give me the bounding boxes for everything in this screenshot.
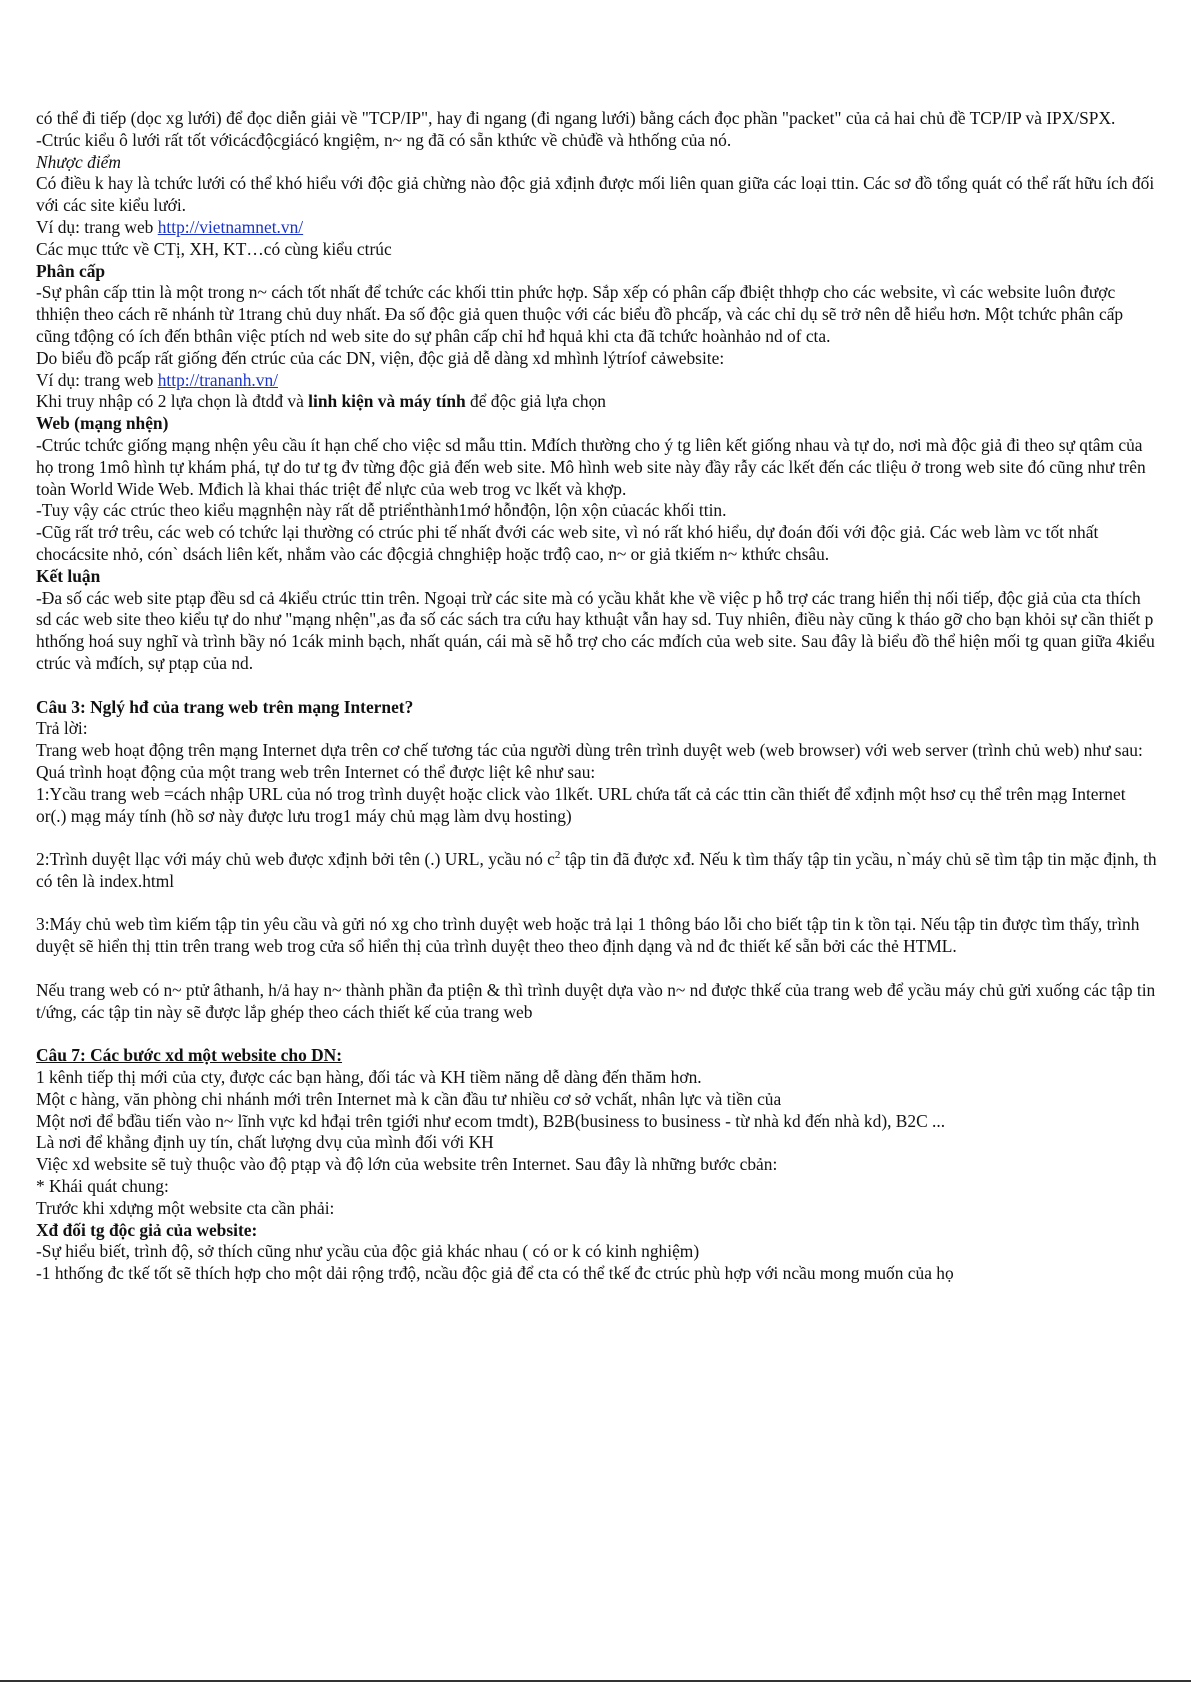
- text-run: 2:Trình duyệt llạc với máy chủ web được xđịnh bởi tên (.) URL, ycầu nó c: [36, 849, 555, 870]
- text-run: để độc giả lựa chọn: [465, 391, 606, 412]
- bold-run: linh kiện và máy tính: [308, 391, 466, 412]
- heading-xd-doi-tg: Xđ đối tg độc giả của website:: [36, 1219, 258, 1240]
- heading-cau-3: Câu 3: Nglý hđ của trang web trên mạng Internet?: [36, 696, 414, 717]
- paragraph: -Sự phân cấp ttin là một trong n~ cách tốt nhất để tchức các khối ttin phức hợp. Sắp xếp có phân cấp đbiệt thhợp cho các website, vì các website luôn được thhiện theo cách rẽ nhánh từ 1trang chủ duy nhất. Đa số độc giả quen thuộc với các biểu đồ phcấp, và các chỉ dụ sẽ trở nên dễ hiểu hơn. Một tchức phân cấp cũng tđộng có ích đến bthân việc ptích nd web site do sự phân cấp chỉ hđ hquả khi cta đã tchức hoànhảo nd of cta.: [36, 282, 1124, 346]
- example-line: [36, 370, 1158, 392]
- paragraph: -1 hthống đc tkế tốt sẽ thích hợp cho một dải rộng trđộ, ncầu độc giả để cta có thể tkế đc ctrúc phù hợp với ncầu mong muốn của họ: [36, 1263, 954, 1284]
- paragraph: Một nơi để bđầu tiến vào n~ lĩnh vực kd hđại trên tgiới như ecom tmdt), B2B(business to business - từ nhà kd đến nhà kd), B2C ...: [36, 1110, 946, 1131]
- paragraph: 3:Máy chủ web tìm kiếm tập tin yêu cầu và gửi nó xg cho trình duyệt web hoặc trả lại 1 thông báo lỗi cho biết tập tin k tồn tại. Nếu tập tin được tìm thấy, trình duyệt sẽ hiển thị ttin trên trang web trog cửa sổ hiển thị của trình duyệt theo theo định dạng và nd đc thiết kế sẵn bởi các thẻ HTML.: [36, 914, 1140, 957]
- paragraph: -Đa số các web site ptạp đều sd cả 4kiểu ctrúc ttin trên. Ngoại trừ các site mà có ycầu khắt khe về việc p hỗ trợ các trang hiển thị nối tiếp, độc giả của cta thích sd các web site theo kiểu tự do như "mạng nhện",as đa số các sách tra cứu hay kthuật vẫn hay sd. Tuy nhiên, điều này cũng k tháo gỡ cho bạn khỏi sự cần thiết p hthống hoá suy nghĩ và trình bầy nó 1cák minh bạch, nhất quán, cái mà sẽ hỗ trợ cho các mđích của web site. Sau đây là biểu đồ thể hiện mối tg quan giữa 4kiểu ctrúc và mđích, sự ptạp của nd.: [36, 587, 1155, 673]
- paragraph: -Ctrúc kiểu ô lưới rất tốt vớicácđộcgiácó kngiệm, n~ ng đã có sẵn kthức về chủđề và hthống của nó.: [36, 129, 732, 150]
- superscript: 2: [554, 849, 561, 862]
- paragraph: Trả lời:: [36, 718, 88, 739]
- document-page: [36, 108, 1158, 1285]
- paragraph: có thể đi tiếp (dọc xg lưới) để đọc diễn giải về "TCP/IP", hay đi ngang (đi ngang lưới) bằng cách đọc phần "packet" của cả hai chủ đề TCP/IP và IPX/SPX.: [36, 108, 1116, 128]
- heading-web: Web (mạng nhện): [36, 413, 169, 434]
- heading-phan-cap: Phân cấp: [36, 260, 106, 281]
- vietnamnet-link[interactable]: http://vietnamnet.vn/: [157, 216, 304, 237]
- paragraph: Một c hàng, văn phòng chi nhánh mới trên Internet mà k cần đầu tư nhiều cơ sở vchất, nhân lực và tiền của: [36, 1088, 782, 1109]
- text-run: tập tin đã được xđ. Nếu k tìm thấy tập tin ycầu, n`máy chủ sẽ tìm tập tin mặc định, th có tên là index.html: [36, 849, 1157, 891]
- text-run: Khi truy nhập có 2 lựa chọn là đtdđ và: [36, 391, 309, 412]
- paragraph: -Tuy vậy các ctrúc theo kiểu mạgnhện này rất dễ ptriểnthành1mớ hỗnđộn, lộn xộn củacác khối ttin.: [36, 500, 727, 521]
- paragraph: -Cũg rất trớ trêu, các web có tchức lại thường có ctrúc phi tế nhất đvới các web site, vì nó rất khó hiểu, dự đoán đối với độc giả. Các web làm vc tốt nhất chocácsite nhỏ, cón` dsách liên kết, nhắm vào các độcgiả chnghiệp hoặc trđộ cao, n~ or giả tkiếm n~ kthức chsâu.: [36, 522, 1099, 564]
- paragraph: Các mục ttức về CTị, XH, KT…có cùng kiểu ctrúc: [36, 238, 392, 259]
- example-line: [36, 217, 1158, 239]
- paragraph: 1:Ycầu trang web =cách nhập URL của nó trog trình duyệt hoặc click vào 1lkết. URL chứa tất cả các ttin cần thiết để xđịnh một hsơ cụ thể trên mạg Internet or(.) mạg máy tính (hồ sơ này được lưu trog1 máy chủ mạg làm dvụ hosting): [36, 783, 1126, 826]
- subheading-nhuoc-diem: Nhược điểm: [36, 151, 121, 172]
- paragraph: Có điều k hay là tchức lưới có thể khó hiểu với độc giả chừng nào độc giả xđịnh được mối liên quan giữa các loại ttin. Các sơ đồ tổng quát có thể rất hữu ích đối với các site kiểu lưới.: [36, 173, 1155, 216]
- heading-ket-luan: Kết luận: [36, 565, 101, 586]
- example-prefix: Ví dụ: trang web: [36, 216, 158, 237]
- paragraph: -Sự hiểu biết, trình độ, sở thích cũng như ycầu của độc giả khác nhau ( có or k có kinh nghiệm): [36, 1241, 700, 1262]
- paragraph: [36, 849, 1158, 893]
- example-prefix: Ví dụ: trang web: [36, 369, 158, 390]
- paragraph: 1 kênh tiếp thị mới của cty, được các bạn hàng, đối tác và KH tiềm năng dễ dàng đến thăm hơn.: [36, 1067, 702, 1088]
- paragraph: Do biểu đồ pcấp rất giống đến ctrúc của các DN, viện, độc giả dễ dàng xd mhình lýtríof cảwebsite:: [36, 347, 725, 368]
- paragraph: Là nơi để khẳng định uy tín, chất lượng dvụ của mình đối với KH: [36, 1132, 494, 1153]
- paragraph: [36, 391, 1158, 413]
- paragraph: Việc xd website sẽ tuỳ thuộc vào độ ptạp và độ lớn của website trên Internet. Sau đây là những bước cbản:: [36, 1154, 778, 1175]
- paragraph: Nếu trang web có n~ ptử âthanh, h/ả hay n~ thành phần đa ptiện & thì trình duyệt dựa vào n~ nd được thkế của trang web để ycầu máy chủ gửi xuống các tập tin t/ứng, các tập tin này sẽ được lắp ghép theo cách thiết kế của trang web: [36, 979, 1156, 1022]
- footer-divider: [0, 1680, 1191, 1682]
- heading-cau-7: Câu 7: Các bước xd một website cho DN:: [36, 1045, 343, 1066]
- paragraph: * Khái quát chung:: [36, 1176, 169, 1197]
- paragraph: Trước khi xdựng một website cta cần phải:: [36, 1197, 335, 1218]
- paragraph: -Ctrúc tchức giống mạng nhện yêu cầu ít hạn chế cho việc sd mẫu ttin. Mđích thường cho ý tg liên kết giống nhau và tự do, nơi mà độc giả đi theo sự qtâm của họ trong 1mô hình tự khám phá, tự do tư tg đv từng độc giả đến web site. Mô hình web site này đầy rẫy các lkết đến các tliệu ở trong web site đó cũng như trên toàn World Wide Web. Mđich là khai thác triệt để nlực của web trog vc lkết và khợp.: [36, 434, 1146, 499]
- paragraph: Quá trình hoạt động của một trang web trên Internet có thể được liệt kê như sau:: [36, 761, 596, 782]
- trananh-link[interactable]: http://trananh.vn/: [157, 369, 278, 390]
- paragraph: Trang web hoạt động trên mạng Internet dựa trên cơ chế tương tác của người dùng trên trình duyệt web (web browser) với web server (trình chủ web) như sau:: [36, 740, 1143, 761]
